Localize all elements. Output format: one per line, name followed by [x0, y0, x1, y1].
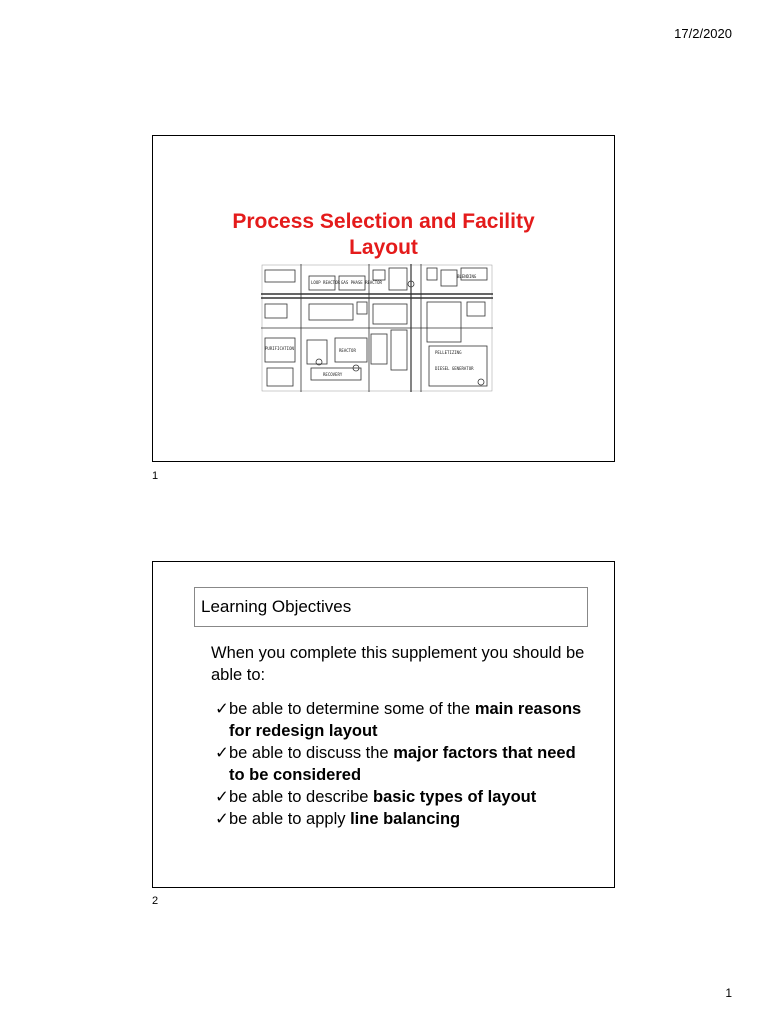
- title-line-2: Layout: [349, 236, 418, 259]
- list-item: ✓be able to describe basic types of layout: [215, 788, 537, 806]
- plan-label-pelletizing: PELLETIZING: [435, 350, 462, 355]
- slide-2-content: [211, 642, 591, 830]
- plan-label-diesel: DIESEL GENERATOR: [435, 366, 474, 371]
- plan-label-blending: BLENDING: [457, 274, 477, 279]
- list-item: ✓be able to discuss the major factors that need to be considered: [215, 744, 576, 784]
- plan-label-loop: LOOP REACTOR: [311, 280, 340, 285]
- learning-objectives-heading: Learning Objectives: [194, 587, 588, 627]
- list-item: ✓be able to determine some of the main reasons for redesign layout: [215, 700, 582, 740]
- facility-layout-plan: [261, 264, 493, 392]
- objectives-list: [211, 698, 591, 830]
- slide-1: [152, 135, 615, 462]
- slide-number-2: 2: [152, 895, 159, 907]
- intro-text: When you complete this supplement you should be able to:: [211, 644, 585, 684]
- list-item: ✓be able to apply line balancing: [215, 810, 461, 828]
- plan-label-purification: PURIFICATION: [265, 346, 294, 351]
- slide-2: [152, 561, 615, 888]
- title-line-1: Process Selection and Facility: [232, 210, 535, 233]
- check-icon: ✓: [215, 744, 229, 762]
- slide-title: [153, 209, 614, 261]
- header-date: 17/2/2020: [674, 26, 732, 41]
- plan-label-reactor: REACTOR: [339, 348, 356, 353]
- plan-label-gas-phase: GAS PHASE REACTOR: [341, 280, 382, 285]
- plan-label-recovery: RECOVERY: [323, 372, 343, 377]
- check-icon: ✓: [215, 810, 229, 828]
- page-number: 1: [725, 986, 732, 1000]
- slide-number-1: 1: [152, 470, 159, 482]
- check-icon: ✓: [215, 700, 229, 718]
- check-icon: ✓: [215, 788, 229, 806]
